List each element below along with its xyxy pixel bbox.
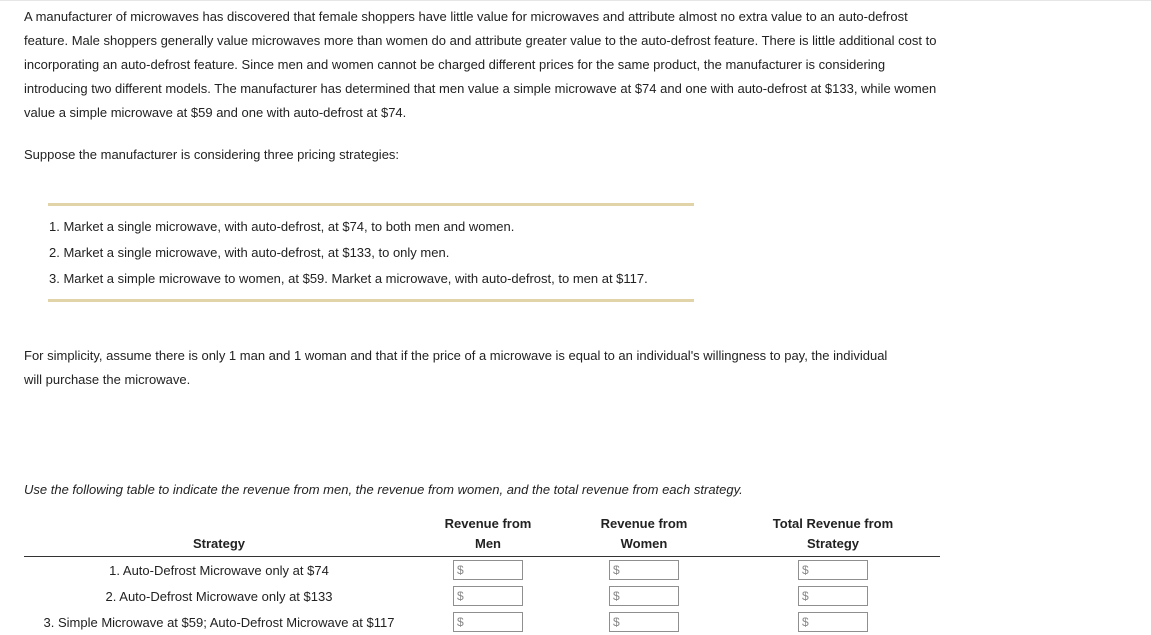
row-1-total-input-box xyxy=(798,560,868,580)
header-strategy-label: Strategy xyxy=(192,536,246,551)
row-2-men-cell xyxy=(414,583,562,609)
header-men-line1: Revenue from xyxy=(444,516,532,531)
table-row xyxy=(24,557,940,584)
strategy-item-1: 1. Market a single microwave, with auto-defrost, at $74, to both men and women. xyxy=(49,219,515,234)
row-2-total-input-box xyxy=(798,586,868,606)
strategy-item-3: 3. Market a simple microwave to women, at $59. Market a microwave, with auto-defrost, to men at $117. xyxy=(49,271,648,286)
header-revenue-women xyxy=(562,514,726,557)
header-strategy xyxy=(24,514,414,557)
currency-symbol: $ xyxy=(802,615,809,629)
currency-symbol: $ xyxy=(802,589,809,603)
row-2-revenue-women-input[interactable] xyxy=(620,588,674,604)
table-row xyxy=(24,583,940,609)
row-3-revenue-women-input[interactable] xyxy=(620,614,674,630)
row-3-total-cell xyxy=(726,609,940,635)
strategies-lead-in: Suppose the manufacturer is considering three pricing strategies: xyxy=(24,147,400,162)
header-total-revenue xyxy=(726,514,940,557)
intro-paragraph: A manufacturer of microwaves has discovered that female shoppers have little value for microwaves and attribute almost no extra value to an auto-defrost feature. Male shoppers generally value microwaves more than women do and attribute greater value to the auto-defrost feature. There is little additional cost to incorporating an auto-defrost feature. Since men and women cannot be charged different prices for the same product, the manufacturer is considering introducing two different models. The manufacturer has determined that men value a simple microwave at $74 and one with auto-defrost at $133, while women value a simple microwave at $59 and one with auto-defrost at $74. xyxy=(24,9,937,120)
header-revenue-men xyxy=(414,514,562,557)
revenue-table xyxy=(24,514,940,635)
row-1-revenue-women-input[interactable] xyxy=(620,562,674,578)
table-row xyxy=(24,609,940,635)
currency-symbol: $ xyxy=(613,589,620,603)
row-3-revenue-men-input[interactable] xyxy=(464,614,518,630)
currency-symbol: $ xyxy=(457,563,464,577)
header-total-line2: Strategy xyxy=(806,536,860,551)
row-2-revenue-men-input[interactable] xyxy=(464,588,518,604)
row-1-total-revenue-input[interactable] xyxy=(809,562,863,578)
row-2-women-cell xyxy=(562,583,726,609)
row-2-total-revenue-input[interactable] xyxy=(809,588,863,604)
row-1-women-cell xyxy=(562,557,726,584)
top-divider xyxy=(0,0,1151,1)
row-3-total-input-box xyxy=(798,612,868,632)
strategy-list-box xyxy=(48,203,694,302)
row-1-men-input-box xyxy=(453,560,523,580)
row-2-total-cell xyxy=(726,583,940,609)
header-total-line1: Total Revenue from xyxy=(772,516,894,531)
row-3-women-input-box xyxy=(609,612,679,632)
row-2-men-input-box xyxy=(453,586,523,606)
currency-symbol: $ xyxy=(457,589,464,603)
strategy-item-2: 2. Market a single microwave, with auto-defrost, at $133, to only men. xyxy=(49,245,450,260)
row-3-men-input-box xyxy=(453,612,523,632)
row-1-men-cell xyxy=(414,557,562,584)
currency-symbol: $ xyxy=(613,615,620,629)
header-men-line2: Men xyxy=(475,536,501,551)
row-3-strategy-label: 3. Simple Microwave at $59; Auto-Defrost Microwave at $117 xyxy=(43,614,395,630)
assumption-paragraph: For simplicity, assume there is only 1 man and 1 woman and that if the price of a microwave is equal to an individual's willingness to pay, the individual will purchase the microwave. xyxy=(24,348,888,387)
row-1-women-input-box xyxy=(609,560,679,580)
row-1-strategy-label: 1. Auto-Defrost Microwave only at $74 xyxy=(109,562,329,578)
header-women-line2: Women xyxy=(620,536,668,551)
table-header-row xyxy=(24,514,940,557)
strategy-list xyxy=(48,214,694,292)
row-3-total-revenue-input[interactable] xyxy=(809,614,863,630)
row-1-total-cell xyxy=(726,557,940,584)
row-2-women-input-box xyxy=(609,586,679,606)
currency-symbol: $ xyxy=(802,563,809,577)
header-women-line1: Revenue from xyxy=(600,516,688,531)
row-2-strategy-label: 2. Auto-Defrost Microwave only at $133 xyxy=(105,588,333,604)
currency-symbol: $ xyxy=(457,615,464,629)
table-instruction: Use the following table to indicate the revenue from men, the revenue from women, and the total revenue from each strategy. xyxy=(24,482,743,497)
row-1-revenue-men-input[interactable] xyxy=(464,562,518,578)
row-3-men-cell xyxy=(414,609,562,635)
row-3-women-cell xyxy=(562,609,726,635)
currency-symbol: $ xyxy=(613,563,620,577)
